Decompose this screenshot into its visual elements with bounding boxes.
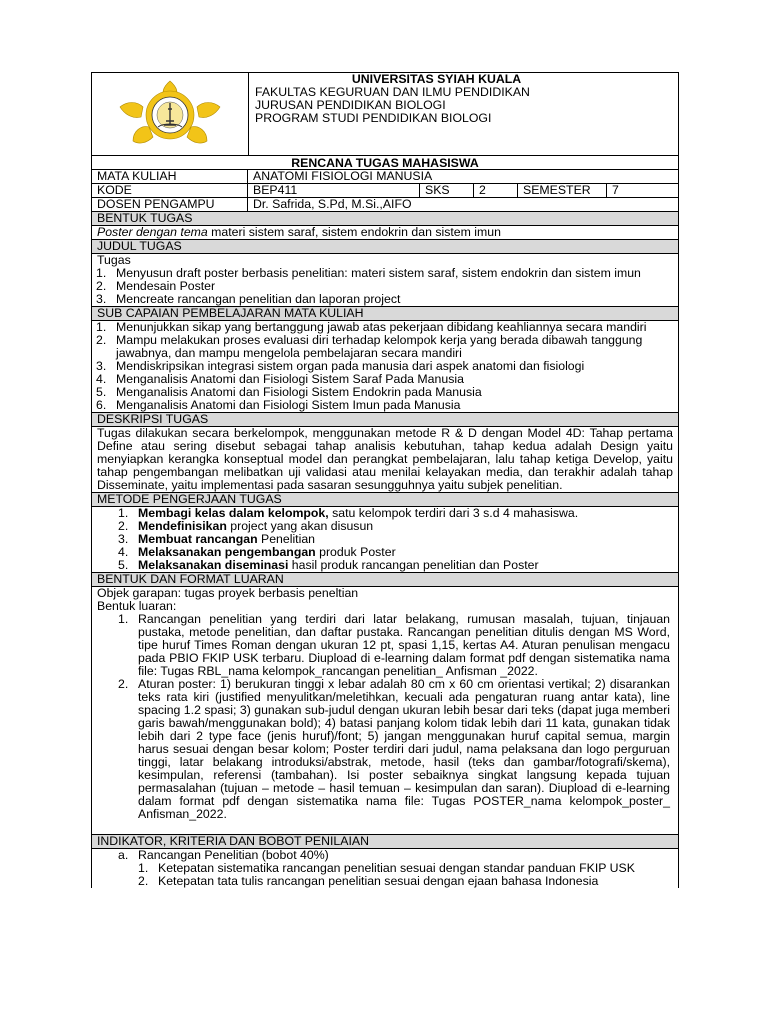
item-text: produk Poster (315, 545, 396, 559)
item-bold: Membuat rancangan (138, 532, 258, 546)
item-number: 4. (96, 372, 107, 386)
item-text: Menganalisis Anatomi dan Fisiologi Sistem Saraf Pada Manusia (116, 372, 464, 386)
item-number: 2. (118, 519, 129, 533)
luaran-objek: Objek garapan: tugas proyek berbasis peneltian (97, 586, 359, 600)
credits-value: 2 (474, 184, 518, 197)
item-text: Aturan poster: 1) berukuran tinggi x lebar adalah 80 cm x 60 cm orientasi vertikal; 2) disarankan teks rata kiri (justified menyulitkan/meletihkan, kecuali ada pengaturan ruang antar kata), line spacing 1.2 spasi; 3) gunakan sub-judul dengan ukuran lebih besar dari teks (dapat juga memberi garis bawah/menggunakan bold); 4) batasi panjang kolom tidak lebih dari 11 kata, gunakan tidak lebih dari 2 type face (jenis huruf)/font; 5) jangan menggunakan huruf capital semua, margin harus sesuai dengan besar kolom; Poster terdiri dari judul, nama pelaksana dan logo perguruan tinggi, latar belakang introduksi/abstrak, metode, hasil (teks dan gambar/fotografi/skema), kesimpulan, referensi (tambahan). Isi poster sebaiknya singkat langsung kepada tujuan permasalahan (tujuan – metode – hasil temuan – kesimpulan dan saran). Diupload di e-learning dalam format pdf dengan sistematika nama file: Tugas POSTER_nama kelompok_poster_ Anfisman_2022. (138, 677, 670, 821)
luaran-bentuk: Bentuk luaran: (97, 599, 177, 613)
semester-value: 7 (612, 183, 619, 197)
institution-header (91, 72, 679, 156)
luaran-body (91, 587, 679, 835)
item-bold: Melaksanakan pengembangan (138, 545, 316, 559)
lecturer-label: DOSEN PENGAMPU (92, 198, 248, 211)
item-number: 1. (138, 861, 149, 875)
item-number: 6. (96, 398, 107, 412)
item-number: 3. (118, 532, 129, 546)
item-text: Penelitian (257, 532, 316, 546)
item-bold: Mendefinisikan (138, 519, 227, 533)
section-heading-deskripsi: DESKRIPSI TUGAS (91, 413, 679, 427)
item-number: 1. (96, 320, 107, 334)
university-name: UNIVERSITAS SYIAH KUALA (351, 72, 522, 86)
item-text: Menganalisis Anatomi dan Fisiologi Sistem Endokrin pada Manusia (116, 385, 482, 399)
item-bold: Membagi kelas dalam kelompok, (138, 506, 329, 520)
item-number: 1. (96, 266, 107, 280)
list-item (92, 293, 678, 306)
list-item (114, 613, 678, 678)
bentuk-tugas-rest: materi sistem saraf, sistem endokrin dan sistem imun (207, 225, 501, 239)
judul-tugas-intro: Tugas (97, 253, 131, 267)
item-number: 5. (96, 385, 107, 399)
spacer (92, 821, 678, 834)
section-heading-luaran: BENTUK DAN FORMAT LUARAN (91, 573, 679, 587)
sub-cpmk-list (92, 321, 678, 412)
item-number: 1. (118, 506, 129, 520)
list-item (114, 559, 678, 572)
item-bold: Melaksanakan diseminasi (138, 558, 289, 572)
sub-cpmk-body (91, 321, 679, 413)
code-row (91, 184, 679, 198)
item-number: 2. (138, 874, 149, 888)
code-value: BEP411 (248, 184, 420, 197)
indikator-body (91, 849, 679, 888)
credits-label: SKS (420, 184, 474, 197)
item-text: Menunjukkan sikap yang bertanggung jawab atas pekerjaan dibidang keahliannya secara mandiri (116, 320, 647, 334)
university-logo (115, 79, 225, 149)
item-number: 5. (118, 558, 129, 572)
item-text: hasil produk rancangan penelitian dan Poster (288, 558, 539, 572)
metode-body (91, 507, 679, 573)
section-heading-judul-tugas: JUDUL TUGAS (91, 240, 679, 254)
item-number: 2. (96, 333, 107, 347)
item-text: Mendesain Poster (116, 279, 216, 293)
section-heading-metode: METODE PENGERJAAN TUGAS (91, 493, 679, 507)
item-text: Rancangan penelitian yang terdiri dari latar belakang, rumusan masalah, tujuan, tinjauan pustaka, metode penelitian, dan daftar pustaka. Rancangan penelitian ditulis dengan MS Word, tipe huruf Times Roman dengan ukuran 12 pt, spasi 1,15, kertas A4. Aturan penulisan mengacu pada PBIO FKIP USK terbaru. Diupload di e-learning dalam format pdf dengan sistematika nama file: Tugas RBL_nama kelompok_rancangan penelitian_ Anfisman _2022. (138, 612, 670, 678)
bentuk-tugas-italic: Poster dengan tema (97, 225, 208, 239)
item-number: 1. (118, 612, 129, 626)
item-text: Menyusun draft poster berbasis penelitian: materi sistem saraf, sistem endokrin dan sistem imun (116, 266, 641, 280)
program-name: PROGRAM STUDI PENDIDIKAN BIOLOGI (255, 111, 492, 125)
judul-tugas-list (92, 267, 678, 306)
section-heading-sub-cpmk: SUB CAPAIAN PEMBELAJARAN MATA KULIAH (91, 307, 679, 321)
item-number: 2. (118, 677, 129, 691)
semester-label: SEMESTER (518, 184, 607, 197)
item-text: Menganalisis Anatomi dan Fisiologi Sistem Imun pada Manusia (116, 398, 461, 412)
section-heading-bentuk-tugas: BENTUK TUGAS (91, 212, 679, 226)
course-label: MATA KULIAH (92, 170, 248, 183)
item-text: Ketepatan tata tulis rancangan penelitian sesuai dengan ejaan bahasa Indonesia (158, 874, 599, 888)
list-item (114, 678, 678, 821)
item-text: project yang akan disusun (226, 519, 374, 533)
luaran-list (92, 613, 678, 821)
item-number: 2. (96, 279, 107, 293)
item-number: 3. (96, 292, 107, 306)
section-heading-indikator: INDIKATOR, KRITERIA DAN BOBOT PENILAIAN (91, 835, 679, 849)
course-value: ANATOMI FISIOLOGI MANUSIA (253, 169, 433, 183)
code-label: KODE (92, 184, 248, 197)
item-text: Ketepatan sistematika rancangan penelitian sesuai dengan standar panduan FKIP USK (158, 861, 635, 875)
department-name: JURUSAN PENDIDIKAN BIOLOGI (255, 98, 446, 112)
list-item (92, 399, 678, 412)
bentuk-tugas-text (91, 226, 679, 240)
list-item (92, 334, 678, 360)
course-row (91, 170, 679, 184)
item-number: 4. (118, 545, 129, 559)
item-text: satu kelompok terdiri dari 3 s.d 4 mahasiswa. (328, 506, 579, 520)
item-text: Mencreate rancangan penelitian dan laporan project (116, 292, 401, 306)
item-number: 3. (96, 359, 107, 373)
institution-text (249, 73, 678, 155)
faculty-name: FAKULTAS KEGURUAN DAN ILMU PENDIDIKAN (255, 85, 530, 99)
lecturer-row (91, 198, 679, 212)
deskripsi-text: Tugas dilakukan secara berkelompok, menggunakan metode R & D dengan Model 4D: Tahap pertama Define atau sering disebut sebagai tahap analisis kebutuhan, tahap kedua adalah Design yaitu menyiapkan kerangka konseptual model dan perangkat pembelajaran, lalu tahap ketiga Develop, yaitu tahap pengembangan melibatkan uji validasi atau menilai kelayakan media, dan terakhir adalah tahap Disseminate, yaitu implementasi pada sasaran sesungguhnya yaitu subjek penelitian. (91, 427, 679, 493)
judul-tugas-body (91, 254, 679, 307)
indikator-list (92, 862, 678, 888)
sub-label: Rancangan Penelitian (bobot 40%) (138, 848, 329, 862)
document-page (91, 72, 679, 888)
item-text: Mampu melakukan proses evaluasi diri terhadap kelompok kerja yang berada dibawah tanggung jawabnya, dan mampu mengelola pembelajaran secara mandiri (116, 333, 643, 360)
sub-number: a. (118, 848, 129, 862)
metode-list (92, 507, 678, 572)
list-item (134, 875, 678, 888)
lecturer-value: Dr. Safrida, S.Pd, M.Si.,AIFO (253, 197, 412, 211)
document-title: RENCANA TUGAS MAHASISWA (91, 156, 679, 170)
item-text: Mendiskripsikan integrasi sistem organ pada manusia dari aspek anatomi dan fisiologi (116, 359, 585, 373)
